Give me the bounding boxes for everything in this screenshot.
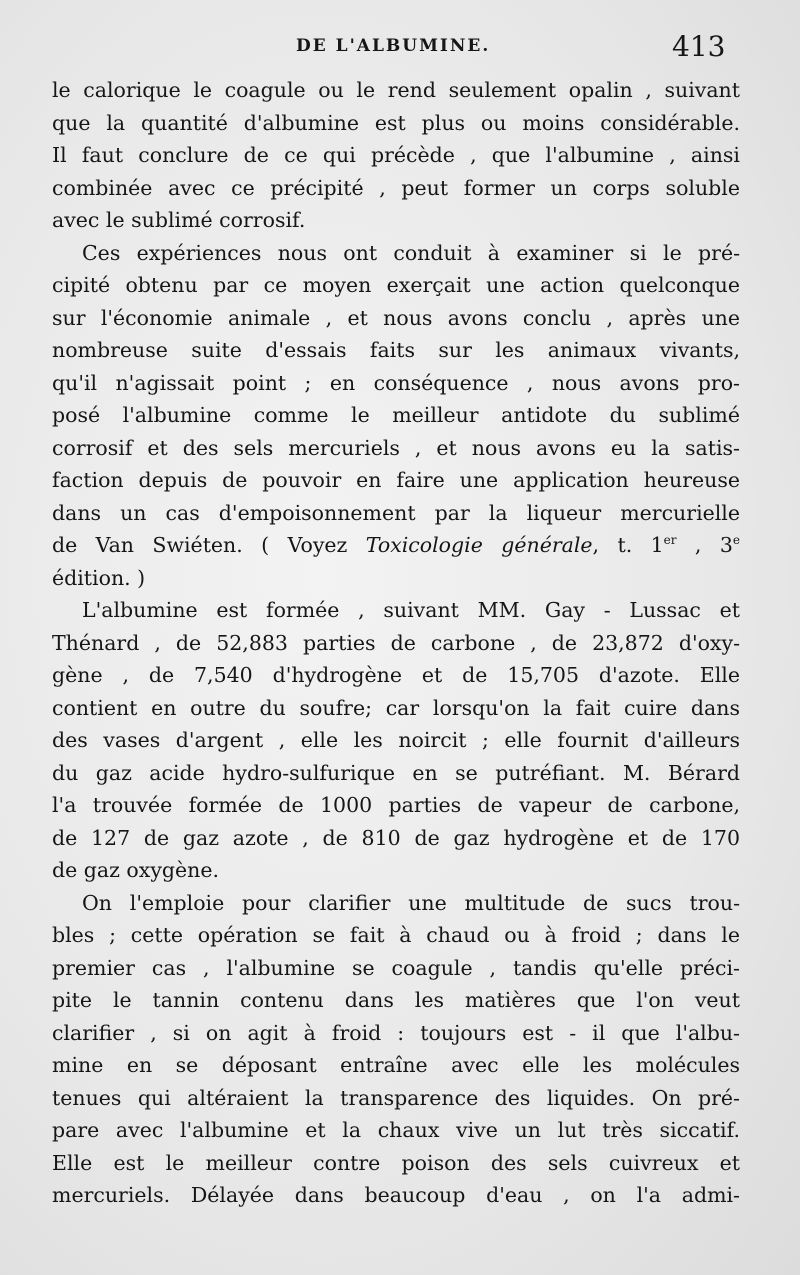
page-number: 413 [672, 30, 726, 63]
running-title: DE L'ALBUMINE. [296, 36, 491, 56]
text-line: de gaz oxygène. [52, 858, 220, 882]
text-line: Thénard , de 52,883 parties de carbone , de 23,872 d'oxy- [52, 630, 740, 655]
text-line: édition. ) [52, 565, 146, 590]
text-line: de 127 de gaz azote , de 810 de gaz hydrogène et de 170 [52, 825, 740, 850]
text-line: L'albumine est formée , suivant MM. Gay - Lussac et [82, 598, 740, 622]
page-header [0, 30, 800, 70]
text-line: combinée avec ce précipité , peut former un corps soluble [52, 175, 740, 200]
text-line: pare avec l'albumine et la chaux vive un lut très siccatif. [52, 1118, 740, 1142]
text-line: corrosif et des sels mercuriels , et nous avons eu la satis- [52, 435, 740, 460]
text-line: bles ; cette opération se fait à chaud ou à froid ; dans le [52, 923, 740, 947]
text-line: sur l'économie animale , et nous avons conclu , après une [52, 305, 740, 330]
text-line: tenues qui altéraient la transparence des liquides. On pré- [52, 1085, 740, 1110]
text-line: pite le tannin contenu dans les matières que l'on veut [52, 988, 740, 1012]
text-line: posé l'albumine comme le meilleur antidote du sublimé [52, 403, 740, 427]
body-text [52, 74, 740, 1212]
superscript: e [732, 533, 740, 548]
text-line: cipité obtenu par ce moyen exerçait une action quelconque [52, 273, 740, 297]
text-line: que la quantité d'albumine est plus ou moins considérable. [52, 110, 740, 135]
text-line: Ces expériences nous ont conduit à examiner si le pré- [82, 240, 740, 265]
text-line: premier cas , l'albumine se coagule , tandis qu'elle préci- [52, 955, 740, 980]
text-line: contient en outre du soufre; car lorsqu'on la fait cuire dans [52, 695, 740, 720]
text-line: faction depuis de pouvoir en faire une application heureuse [52, 468, 740, 492]
text-line: nombreuse suite d'essais faits sur les animaux vivants, [52, 338, 740, 362]
text-line: On l'emploie pour clarifier une multitude de sucs trou- [82, 890, 740, 915]
text-line: des vases d'argent , elle les noircit ; elle fournit d'ailleurs [52, 728, 740, 752]
superscript: er [663, 533, 677, 548]
text-line: Il faut conclure de ce qui précède , que l'albumine , ainsi [52, 143, 740, 167]
text-line: gène , de 7,540 d'hydrogène et de 15,705 d'azote. Elle [52, 663, 740, 687]
text-line: avec le sublimé corrosif. [52, 208, 306, 232]
text-line: l'a trouvée formée de 1000 parties de vapeur de carbone, [52, 793, 740, 817]
text-line: qu'il n'agissait point ; en conséquence , nous avons pro- [52, 370, 740, 395]
text-line: du gaz acide hydro-sulfurique en se putréfiant. M. Bérard [52, 760, 740, 785]
text-line: le calorique le coagule ou le rend seulement opalin , suivant [52, 78, 740, 102]
text-line: mercuriels. Délayée dans beaucoup d'eau , on l'a admi- [52, 1183, 740, 1207]
text-line: Elle est le meilleur contre poison des sels cuivreux et [52, 1150, 740, 1175]
line-text: , t. 1 [592, 533, 664, 557]
book-title-italic: Toxicologie générale [365, 533, 593, 557]
text-line [52, 529, 740, 562]
text-line: mine en se déposant entraîne avec elle les molécules [52, 1053, 740, 1077]
line-text: , 3 [676, 533, 733, 557]
text-line: clarifier , si on agit à froid : toujours est - il que l'albu- [52, 1020, 740, 1045]
text-line: dans un cas d'empoisonnement par la liqueur mercurielle [52, 500, 740, 525]
line-text: de Van Swiéten. ( Voyez [52, 533, 366, 557]
